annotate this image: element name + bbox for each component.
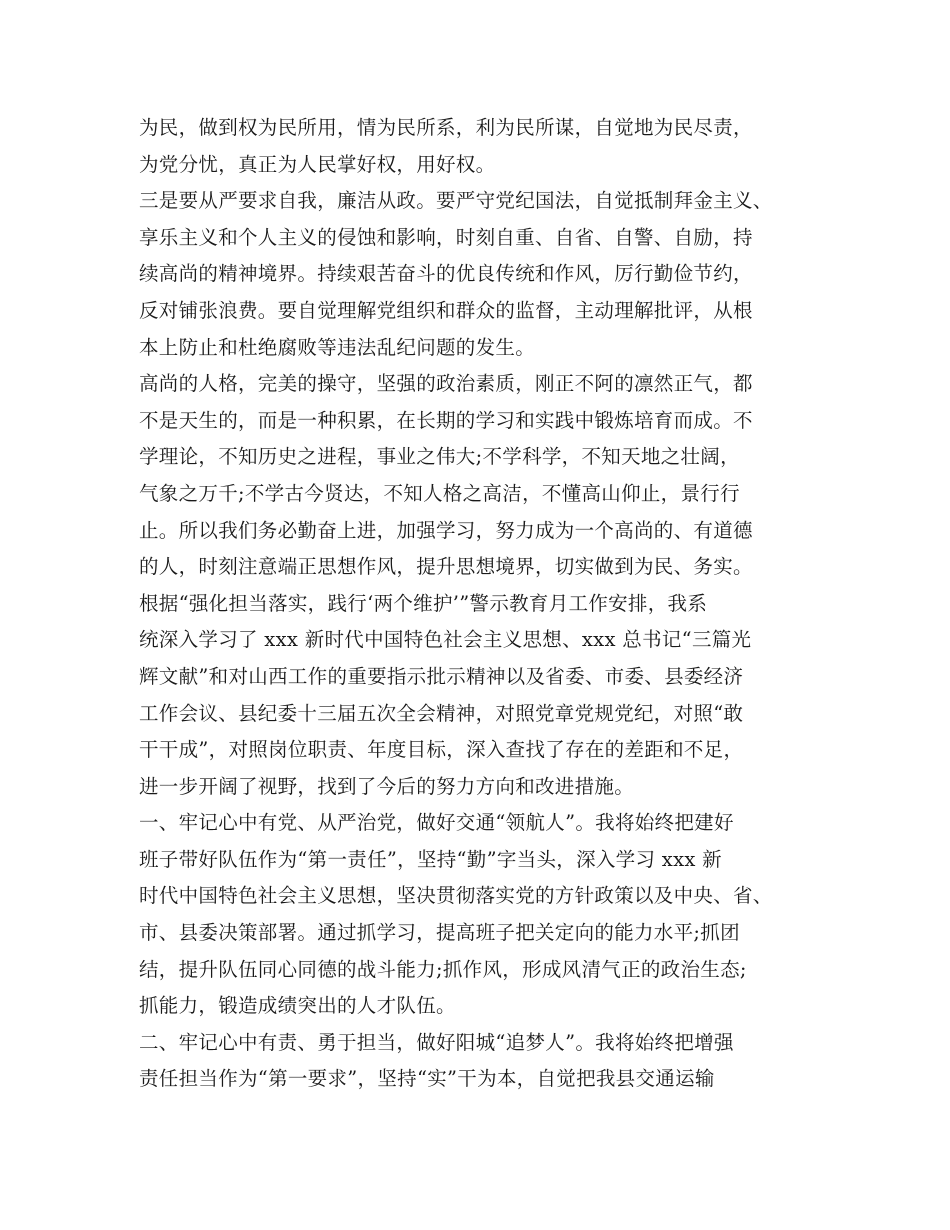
text-line: 续高尚的精神境界。持续艰苦奋斗的优良传统和作风，厉行勤俭节约， — [139, 262, 753, 286]
text-line: 辉文献”和对山西工作的重要指示批示精神以及省委、市委、县委经济 — [139, 664, 744, 688]
text-line: 责任担当作为“第一要求”，坚持“实”干为本，自觉把我县交通运输 — [139, 1067, 715, 1091]
text-line: 享乐主义和个人主义的侵蚀和影响，时刻自重、自省、自警、自励，持 — [139, 225, 753, 249]
text-line: 工作会议、县纪委十三届五次全会精神，对照党章党规党纪，对照“敢 — [139, 701, 744, 725]
text-line: 三是要从严要求自我，廉洁从政。要严守党纪国法，自觉抵制拜金主义、 — [139, 189, 773, 213]
text-line: 进一步开阔了视野，找到了今后的努力方向和改进措施。 — [139, 774, 635, 798]
text-line: 为党分忧，真正为人民掌好权，用好权。 — [139, 152, 496, 176]
text-line: 班子带好队伍作为“第一责任”，坚持“勤”字当头，深入学习 xxx 新 — [139, 847, 722, 871]
text-line: 市、县委决策部署。通过抓学习，提高班子把关定向的能力水平;抓团 — [139, 921, 740, 945]
text-line: 为民，做到权为民所用，情为民所系，利为民所谋，自觉地为民尽责， — [139, 116, 753, 139]
text-line: 时代中国特色社会主义思想，坚决贯彻落实党的方针政策以及中央、省、 — [139, 884, 773, 908]
text-line: 根据“强化担当落实，践行‘两个维护’”警示教育月工作安排，我系 — [139, 591, 708, 615]
text-line: 统深入学习了 xxx 新时代中国特色社会主义思想、xxx 总书记“三篇光 — [139, 628, 752, 652]
text-line: 干干成”，对照岗位职责、年度目标，深入查找了存在的差距和不足， — [139, 738, 744, 762]
text-line: 止。所以我们务必勤奋上进，加强学习，努力成为一个高尚的、有道德 — [139, 518, 753, 542]
text-line: 学理论，不知历史之进程，事业之伟大;不学科学，不知天地之壮阔， — [139, 445, 740, 469]
text-line: 本上防止和杜绝腐败等违法乱纪问题的发生。 — [139, 335, 536, 359]
text-line: 一、牢记心中有党、从严治党，做好交通“领航人”。我将始终把建好 — [139, 811, 734, 835]
document-body — [139, 110, 839, 1098]
text-line: 气象之万千;不学古今贤达，不知人格之高洁，不懂高山仰止，景行行 — [139, 481, 740, 505]
text-line: 高尚的人格，完美的操守，坚强的政治素质，刚正不阿的凛然正气，都 — [139, 372, 753, 396]
text-line: 不是天生的，而是一种积累，在长期的学习和实践中锻炼培育而成。不 — [139, 408, 753, 432]
text-line: 结，提升队伍同心同德的战斗能力;抓作风，形成风清气正的政治生态; — [139, 957, 747, 981]
text-line: 的人，时刻注意端正思想作风，提升思想境界，切实做到为民、务实。 — [139, 555, 753, 579]
text-line: 反对铺张浪费。要自觉理解党组织和群众的监督，主动理解批评，从根 — [139, 298, 753, 322]
text-line: 抓能力，锻造成绩突出的人才队伍。 — [139, 994, 456, 1018]
text-line: 二、牢记心中有责、勇于担当，做好阳城“追梦人”。我将始终把增强 — [139, 1030, 734, 1054]
